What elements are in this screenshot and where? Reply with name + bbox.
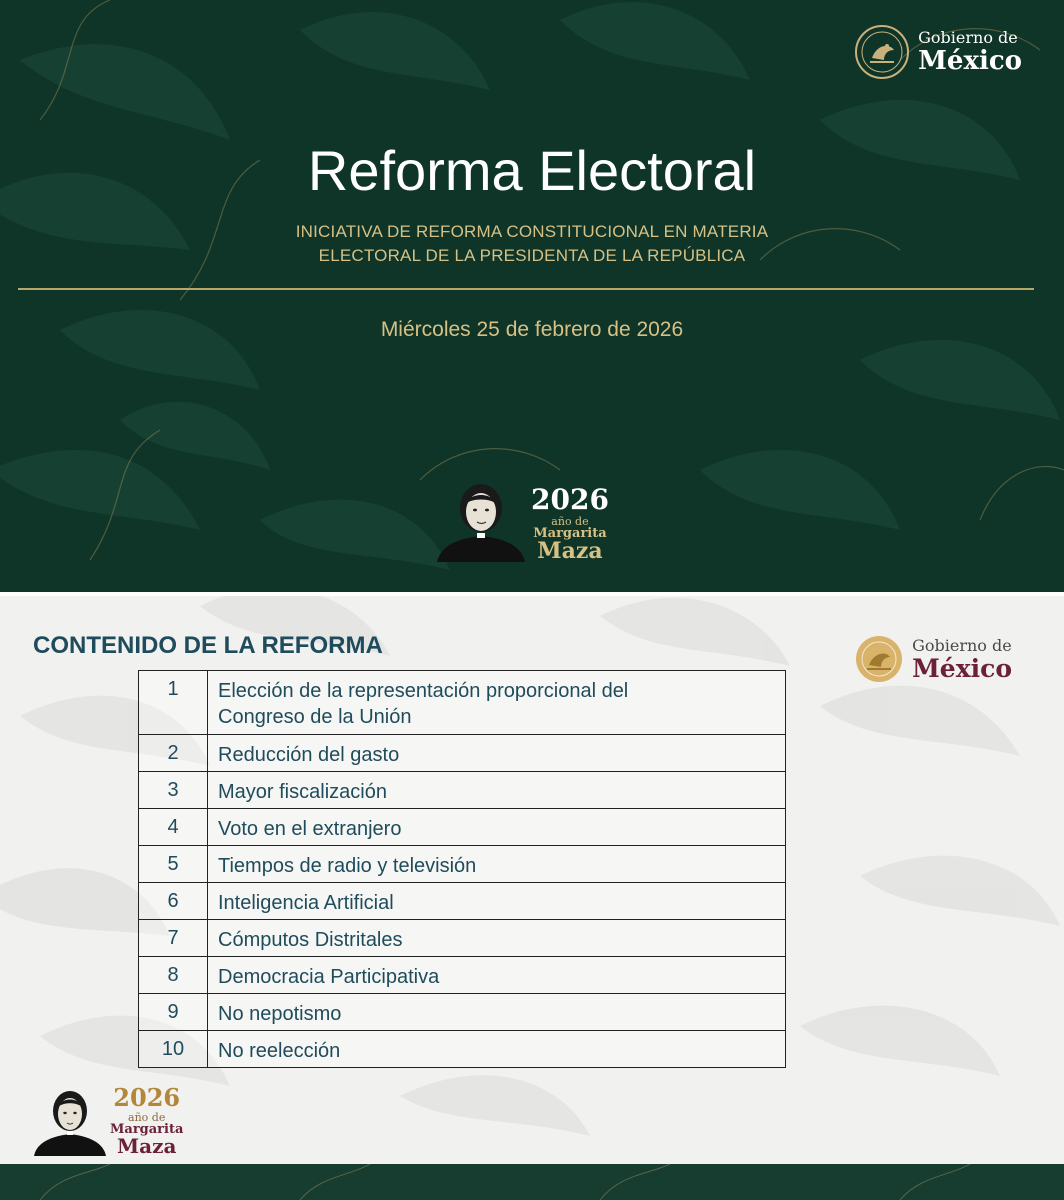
subtitle-line1: INICIATIVA DE REFORMA CONSTITUCIONAL EN MATERIA bbox=[295, 222, 769, 241]
badge-name2: Maza bbox=[116, 1134, 177, 1158]
item-text-line1: Democracia Participativa bbox=[218, 966, 440, 988]
item-text bbox=[208, 1031, 786, 1068]
badge-year: 2026 bbox=[113, 1083, 181, 1112]
national-seal-icon bbox=[854, 24, 910, 80]
item-text-line1: No reelección bbox=[218, 1040, 341, 1062]
item-number: 8 bbox=[139, 957, 208, 994]
item-text-line1: Tiempos de radio y televisión bbox=[218, 855, 477, 877]
table-row bbox=[139, 920, 786, 957]
badge-name1: Margarita bbox=[110, 1122, 184, 1137]
item-number: 10 bbox=[139, 1031, 208, 1068]
badge-year: 2026 bbox=[531, 483, 609, 516]
gobierno-de-mexico-logo bbox=[854, 634, 1012, 684]
table-row bbox=[139, 846, 786, 883]
subtitle-line2: ELECTORAL DE LA PRESIDENTA DE LA REPÚBLICA bbox=[318, 246, 746, 265]
item-text-line1: No nepotismo bbox=[218, 1003, 342, 1025]
margarita-maza-portrait-icon bbox=[32, 1086, 108, 1156]
item-text bbox=[208, 735, 786, 772]
section-title: CONTENIDO DE LA REFORMA bbox=[33, 632, 383, 659]
item-number: 2 bbox=[139, 735, 208, 772]
national-seal-icon bbox=[854, 634, 904, 684]
logo-line2: México bbox=[918, 46, 1022, 76]
bottom-decorative-band bbox=[0, 1164, 1064, 1200]
margarita-maza-year-badge bbox=[435, 478, 609, 562]
item-text bbox=[208, 809, 786, 846]
gobierno-de-mexico-logo bbox=[854, 24, 1022, 80]
table-row bbox=[139, 957, 786, 994]
item-text-line1: Elección de la representación proporcional del bbox=[218, 680, 629, 702]
slide-date: Miércoles 25 de febrero de 2026 bbox=[380, 318, 684, 341]
item-number: 3 bbox=[139, 772, 208, 809]
item-text bbox=[208, 772, 786, 809]
badge-small: año de bbox=[551, 515, 589, 528]
table-row bbox=[139, 1031, 786, 1068]
item-number: 7 bbox=[139, 920, 208, 957]
slide-subtitle bbox=[0, 220, 1064, 268]
item-text-line1: Cómputos Distritales bbox=[218, 929, 403, 951]
logo-line1: Gobierno de bbox=[912, 635, 1012, 655]
badge-small: año de bbox=[128, 1111, 166, 1124]
table-row bbox=[139, 735, 786, 772]
content-table bbox=[138, 670, 786, 1068]
item-number: 5 bbox=[139, 846, 208, 883]
item-text-line1: Mayor fiscalización bbox=[218, 781, 387, 803]
divider-rule bbox=[18, 288, 1034, 290]
table-row bbox=[139, 994, 786, 1031]
item-number: 9 bbox=[139, 994, 208, 1031]
logo-line2: México bbox=[912, 653, 1012, 683]
margarita-maza-year-badge bbox=[32, 1083, 184, 1158]
item-text bbox=[208, 957, 786, 994]
slide-title: Reforma Electoral bbox=[307, 139, 757, 202]
item-text bbox=[208, 883, 786, 920]
item-text-line2: Congreso de la Unión bbox=[218, 706, 412, 728]
title-slide bbox=[0, 0, 1064, 592]
item-text-line1: Voto en el extranjero bbox=[218, 818, 402, 840]
item-text bbox=[208, 671, 786, 735]
item-number: 4 bbox=[139, 809, 208, 846]
margarita-maza-portrait-icon bbox=[435, 478, 527, 562]
table-row bbox=[139, 883, 786, 920]
item-text-line1: Reducción del gasto bbox=[218, 744, 400, 766]
band-pattern bbox=[0, 1164, 1064, 1200]
item-text bbox=[208, 920, 786, 957]
table-row bbox=[139, 809, 786, 846]
item-text-line1: Inteligencia Artificial bbox=[218, 892, 394, 914]
logo-line1: Gobierno de bbox=[918, 28, 1018, 47]
item-number: 1 bbox=[139, 671, 208, 735]
content-slide bbox=[0, 596, 1064, 1200]
table-row bbox=[139, 671, 786, 735]
badge-name1: Margarita bbox=[533, 526, 607, 541]
item-text bbox=[208, 994, 786, 1031]
badge-name2: Maza bbox=[537, 538, 603, 564]
item-number: 6 bbox=[139, 883, 208, 920]
table-row bbox=[139, 772, 786, 809]
item-text bbox=[208, 846, 786, 883]
